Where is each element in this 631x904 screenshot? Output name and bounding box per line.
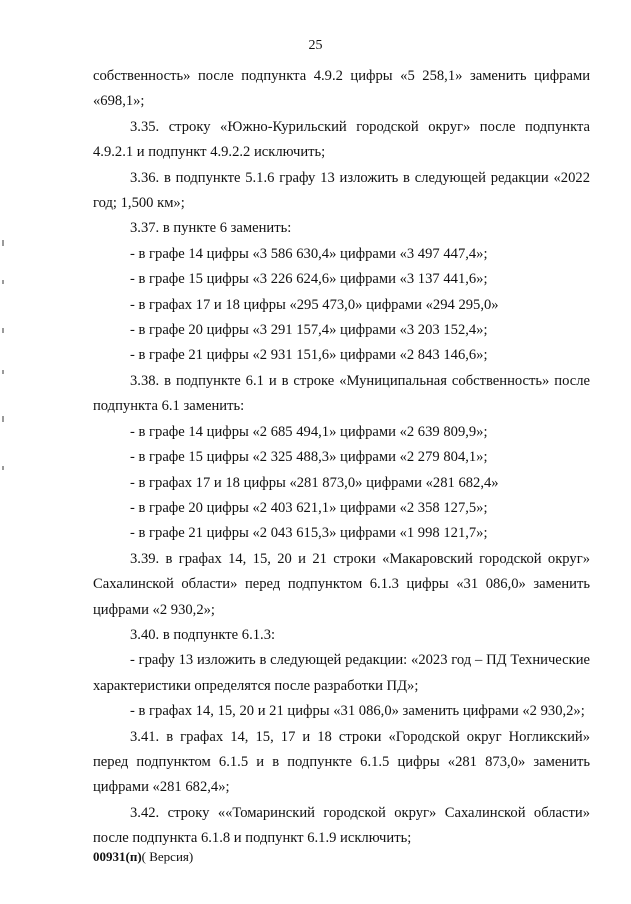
page-number: 25 — [308, 38, 323, 53]
document-body — [93, 64, 590, 852]
list-item: - в графе 14 цифры «3 586 630,4» цифрами «3 497 447,4»; — [130, 245, 488, 262]
list-item: - в графе 20 цифры «2 403 621,1» цифрами «2 358 127,5»; — [130, 499, 488, 516]
paragraph-3-39: 3.39. в графах 14, 15, 20 и 21 строки «Макаровский городской округ» Сахалинской области» перед подпунктом 6.1.3 цифры «31 086,0» заменить цифрами «2 930,2»; — [93, 550, 590, 618]
list-item: - в графе 21 цифры «2 931 151,6» цифрами «2 843 146,6»; — [130, 347, 488, 364]
paragraph-3-38: 3.38. в подпункте 6.1 и в строке «Муниципальная собственность» после подпункта 6.1 заменить: — [93, 372, 590, 415]
list-item: - в графах 17 и 18 цифры «281 873,0» цифрами «281 682,4» — [130, 474, 499, 491]
list-item-justified: - графу 13 изложить в следующей редакции: «2023 год – ПД Технические характеристики определятся после разработки ПД»; — [93, 652, 590, 694]
paragraph-3-36: 3.36. в подпункте 5.1.6 графу 13 изложить в следующей редакции «2022 год; 1,500 км»; — [93, 169, 590, 212]
paragraph-continuation: собственность» после подпункта 4.9.2 цифры «5 258,1» заменить цифрами «698,1»; — [93, 68, 590, 110]
list-item-justified: - в графах 14, 15, 20 и 21 цифры «31 086,0» заменить цифрами «2 930,2»; — [130, 703, 585, 720]
list-item: - в графе 15 цифры «3 226 624,6» цифрами «3 137 441,6»; — [130, 271, 488, 288]
list-item: - в графе 21 цифры «2 043 615,3» цифрами «1 998 121,7»; — [130, 525, 488, 542]
paragraph-3-37: 3.37. в пункте 6 заменить: — [130, 220, 292, 237]
paragraph-3-42: 3.42. строку ««Томаринский городской округ» Сахалинской области» после подпункта 6.1.8 и подпункт 6.1.9 исключить; — [93, 804, 590, 847]
list-item: - в графах 17 и 18 цифры «295 473,0» цифрами «294 295,0» — [130, 296, 499, 313]
paragraph-3-40: 3.40. в подпункте 6.1.3: — [130, 626, 276, 643]
paragraph-3-35: 3.35. строку «Южно-Курильский городской округ» после подпункта 4.9.2.1 и подпункт 4.9.2.2 исключить; — [93, 118, 590, 161]
list-item: - в графе 15 цифры «2 325 488,3» цифрами «2 279 804,1»; — [130, 449, 488, 466]
list-item: - в графе 14 цифры «2 685 494,1» цифрами «2 639 809,9»; — [130, 423, 488, 440]
document-footer — [93, 849, 193, 865]
document-version: ( Версия) — [141, 849, 194, 864]
document-code: 00931(п) — [93, 849, 142, 864]
list-item: - в графе 20 цифры «3 291 157,4» цифрами «3 203 152,4»; — [130, 322, 488, 339]
margin-scan-marks — [2, 240, 5, 500]
paragraph-3-41: 3.41. в графах 14, 15, 17 и 18 строки «Городской округ Ногликский» перед подпунктом 6.1.5 и в подпункте 6.1.5 цифры «281 873,0» заменить цифрами «281 682,4»; — [93, 728, 590, 796]
